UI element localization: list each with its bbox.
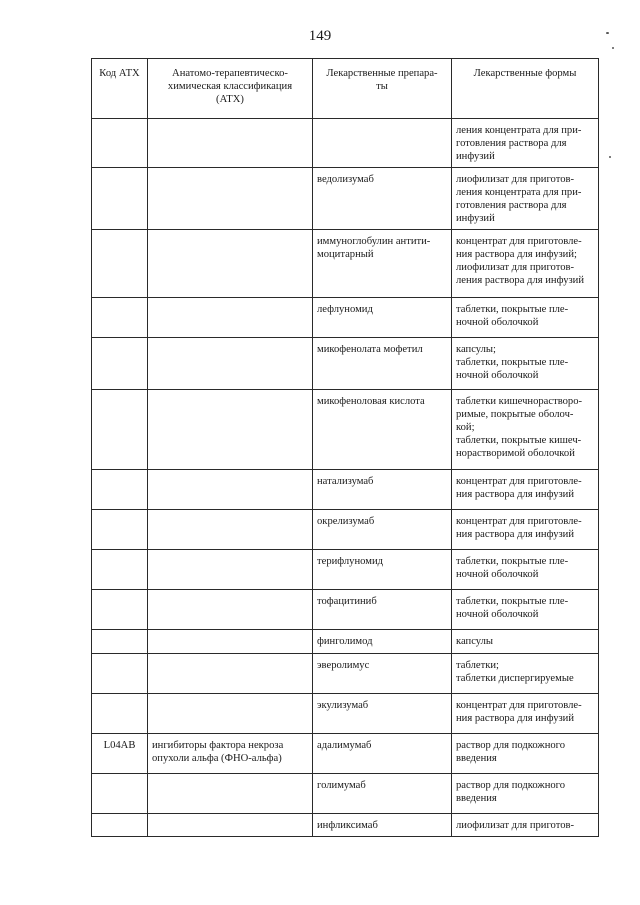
cell-atc-classification (148, 168, 313, 230)
table-header-row (92, 59, 599, 119)
cell-dosage-forms: таблетки, покрытые пле- ночной оболочкой (452, 298, 599, 338)
cell-atc-code (92, 390, 148, 470)
drug-table-container (91, 58, 598, 837)
cell-drug-name: натализумаб (313, 470, 452, 510)
cell-drug-name: ведолизумаб (313, 168, 452, 230)
cell-atc-classification (148, 510, 313, 550)
cell-atc-code (92, 298, 148, 338)
cell-drug-name: экулизумаб (313, 694, 452, 734)
table-row (92, 550, 599, 590)
cell-atc-code (92, 338, 148, 390)
cell-drug-name: тофацитиниб (313, 590, 452, 630)
cell-drug-name: эверолимус (313, 654, 452, 694)
cell-atc-classification (148, 654, 313, 694)
cell-atc-classification (148, 230, 313, 298)
cell-dosage-forms: капсулы; таблетки, покрытые пле- ночной оболочкой (452, 338, 599, 390)
page-number: 149 (308, 28, 332, 44)
cell-dosage-forms: таблетки, покрытые пле- ночной оболочкой (452, 550, 599, 590)
cell-dosage-forms: раствор для подкожного введения (452, 734, 599, 774)
table-row (92, 630, 599, 654)
scan-speck (606, 32, 609, 34)
cell-atc-classification (148, 814, 313, 837)
cell-dosage-forms: раствор для подкожного введения (452, 774, 599, 814)
cell-atc-code (92, 470, 148, 510)
cell-dosage-forms: таблетки; таблетки диспергируемые (452, 654, 599, 694)
cell-dosage-forms: таблетки, покрытые пле- ночной оболочкой (452, 590, 599, 630)
cell-drug-name: микофенолата мофетил (313, 338, 452, 390)
cell-dosage-forms: капсулы (452, 630, 599, 654)
cell-atc-code (92, 774, 148, 814)
table-body (92, 119, 599, 837)
header-atc-code: Код АТХ (92, 59, 148, 119)
table-row (92, 510, 599, 550)
table-row (92, 338, 599, 390)
header-atc-classification: Анатомо-терапевтическо- химическая классификация (АТХ) (148, 59, 313, 119)
cell-drug-name: адалимумаб (313, 734, 452, 774)
scan-speck (609, 156, 611, 158)
cell-drug-name (313, 119, 452, 168)
table-row (92, 119, 599, 168)
scan-speck (612, 47, 614, 49)
cell-atc-classification: ингибиторы фактора некроза опухоли альфа (ФНО-альфа) (148, 734, 313, 774)
cell-atc-code (92, 654, 148, 694)
cell-atc-code (92, 814, 148, 837)
cell-atc-classification (148, 119, 313, 168)
cell-drug-name: инфликсимаб (313, 814, 452, 837)
cell-drug-name: иммуноглобулин антити- моцитарный (313, 230, 452, 298)
cell-drug-name: терифлуномид (313, 550, 452, 590)
cell-dosage-forms: концентрат для приготовле- ния раствора для инфузий (452, 694, 599, 734)
cell-atc-classification (148, 298, 313, 338)
cell-dosage-forms: лиофилизат для приготов- (452, 814, 599, 837)
cell-atc-code (92, 694, 148, 734)
table-row (92, 734, 599, 774)
cell-dosage-forms: концентрат для приготовле- ния раствора для инфузий; лиофилизат для приготов- ления раствора для инфузий (452, 230, 599, 298)
cell-atc-code (92, 230, 148, 298)
table-row (92, 230, 599, 298)
cell-dosage-forms: концентрат для приготовле- ния раствора для инфузий (452, 510, 599, 550)
cell-atc-code (92, 510, 148, 550)
cell-atc-classification (148, 694, 313, 734)
cell-drug-name: голимумаб (313, 774, 452, 814)
cell-drug-name: финголимод (313, 630, 452, 654)
cell-atc-code: L04AB (92, 734, 148, 774)
table-row (92, 654, 599, 694)
cell-atc-code (92, 630, 148, 654)
cell-drug-name: окрелизумаб (313, 510, 452, 550)
cell-dosage-forms: лиофилизат для приготов- ления концентрата для при- готовления раствора для инфузий (452, 168, 599, 230)
cell-atc-code (92, 590, 148, 630)
cell-atc-code (92, 119, 148, 168)
cell-dosage-forms: таблетки кишечнорастворо- римые, покрытые оболоч- кой; таблетки, покрытые кишеч- норастворимой оболочкой (452, 390, 599, 470)
header-dosage-forms: Лекарственные формы (452, 59, 599, 119)
cell-atc-classification (148, 630, 313, 654)
table-row (92, 694, 599, 734)
cell-dosage-forms: концентрат для приготовле- ния раствора для инфузий (452, 470, 599, 510)
table-row (92, 470, 599, 510)
cell-atc-classification (148, 390, 313, 470)
drug-table (91, 58, 599, 837)
cell-drug-name: лефлуномид (313, 298, 452, 338)
cell-atc-classification (148, 774, 313, 814)
table-row (92, 298, 599, 338)
cell-atc-classification (148, 470, 313, 510)
cell-atc-classification (148, 550, 313, 590)
cell-atc-classification (148, 590, 313, 630)
cell-dosage-forms: ления концентрата для при- готовления раствора для инфузий (452, 119, 599, 168)
table-row (92, 168, 599, 230)
table-row (92, 814, 599, 837)
table-row (92, 774, 599, 814)
cell-atc-code (92, 168, 148, 230)
header-drugs: Лекарственные препара- ты (313, 59, 452, 119)
cell-atc-classification (148, 338, 313, 390)
table-row (92, 390, 599, 470)
cell-atc-code (92, 550, 148, 590)
table-row (92, 590, 599, 630)
cell-drug-name: микофеноловая кислота (313, 390, 452, 470)
